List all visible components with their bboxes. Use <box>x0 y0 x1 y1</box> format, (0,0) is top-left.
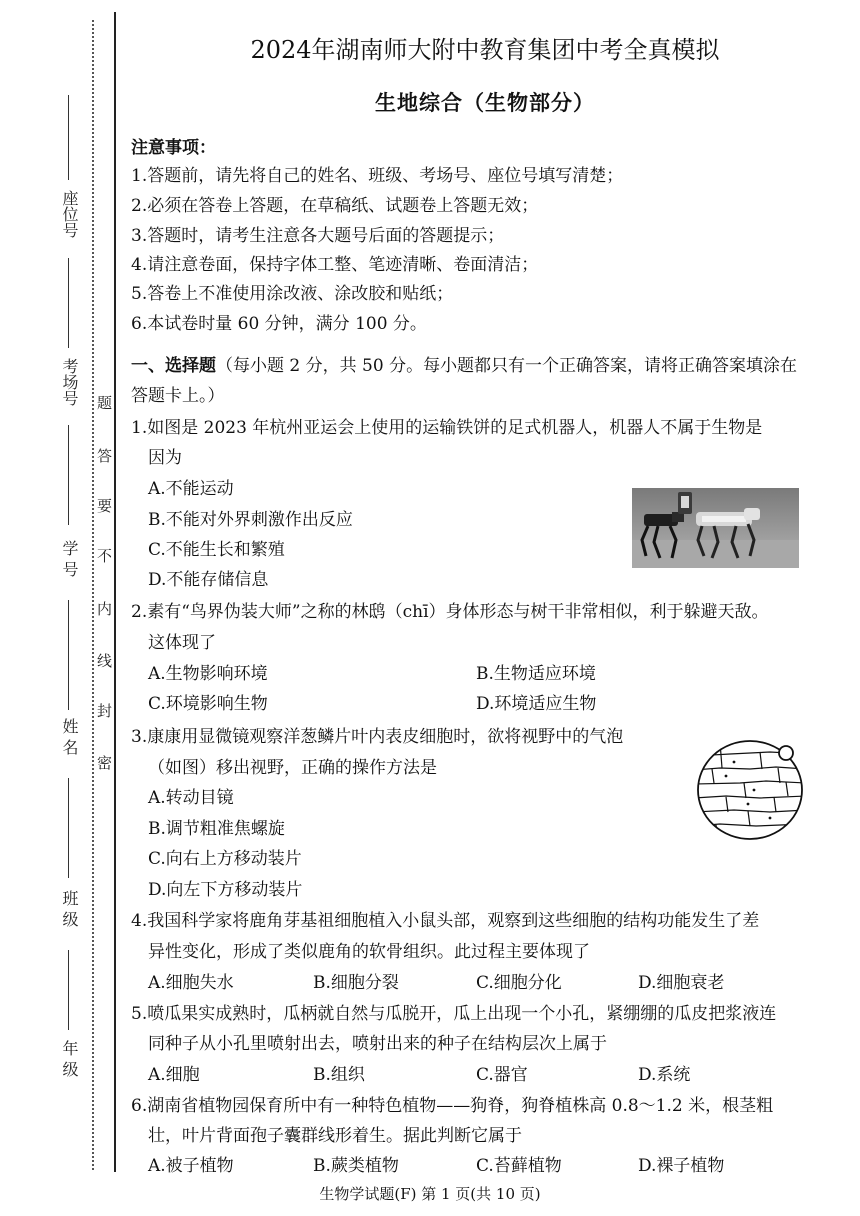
seal-char: 答 <box>97 447 113 465</box>
question-3-option-a: A.转动目镜 <box>148 788 234 808</box>
question-6-text: 6.湖南省植物园保育所中有一种特色植物——狗脊，狗脊植株高 0.8～1.2 米，根茎粗 <box>131 1096 774 1116</box>
note-item: 6.本试卷时量 60 分钟，满分 100 分。 <box>131 314 427 334</box>
question-1-text: 1.如图是 2023 年杭州亚运会上使用的运输铁饼的足式机器人，机器人不属于生物是 <box>131 418 763 438</box>
seal-char: 要 <box>97 497 113 515</box>
question-2-text: 2.素有“鸟界伪装大师”之称的林鸱（chī）身体形态与树干非常相似，利于躲避天敌。 <box>131 602 769 622</box>
question-2-option-c: C.环境影响生物 <box>148 694 268 714</box>
question-1-option-d: D.不能存储信息 <box>148 570 269 590</box>
seal-char: 线 <box>97 652 113 670</box>
binding-line <box>114 12 116 1172</box>
robot-dog-photo <box>632 488 799 568</box>
question-4-option-c: C.细胞分化 <box>476 973 562 993</box>
section-heading: 一、选择题（每小题 2 分，共 50 分。每小题都只有一个正确答案，请将正确答案填涂在 <box>131 356 798 376</box>
question-4-option-d: D.细胞衰老 <box>638 973 725 993</box>
field-exam-room: 考场号 <box>60 358 79 406</box>
page-footer: 生物学试题(F) 第 1 页(共 10 页) <box>319 1185 541 1203</box>
page-title: 2024年湖南师大附中教育集团中考全真模拟 <box>250 36 720 64</box>
seal-char: 内 <box>97 600 113 618</box>
field-underline <box>68 778 69 878</box>
note-item: 4.请注意卷面，保持字体工整、笔迹清晰、卷面清洁； <box>131 255 539 275</box>
field-underline <box>68 600 69 710</box>
seal-char: 密 <box>97 754 113 772</box>
field-underline <box>68 95 69 180</box>
question-4-text: 异性变化，形成了类似鹿角的软骨组织。此过程主要体现了 <box>148 942 590 962</box>
question-4-option-b: B.细胞分裂 <box>313 973 399 993</box>
field-student-id: 学 号 <box>60 540 79 578</box>
note-item: 2.必须在答卷上答题，在草稿纸、试题卷上答题无效； <box>131 196 539 216</box>
field-name: 姓 名 <box>60 718 79 756</box>
question-1-option-b: B.不能对外界刺激作出反应 <box>148 510 353 530</box>
microscope-field-diagram <box>690 738 810 842</box>
question-2-option-d: D.环境适应生物 <box>476 694 597 714</box>
question-6-text: 壮，叶片背面孢子囊群线形着生。据此判断它属于 <box>148 1126 522 1146</box>
note-item: 3.答题时，请考生注意各大题号后面的答题提示； <box>131 226 505 246</box>
note-item: 5.答卷上不准使用涂改液、涂改胶和贴纸； <box>131 284 454 304</box>
question-5-option-d: D.系统 <box>638 1065 691 1085</box>
question-6-option-d: D.裸子植物 <box>638 1156 725 1176</box>
field-class: 班 级 <box>60 890 79 928</box>
question-2-option-a: A.生物影响环境 <box>148 664 268 684</box>
question-5-text: 同种子从小孔里喷射出去，喷射出来的种子在结构层次上属于 <box>148 1034 607 1054</box>
section-desc: 答题卡上。） <box>131 386 225 406</box>
question-5-option-c: C.器官 <box>476 1065 528 1085</box>
field-seat-number: 座位号 <box>60 190 79 238</box>
page-subtitle: 生地综合（生物部分） <box>375 91 595 115</box>
seal-char: 题 <box>97 394 113 412</box>
question-6-option-b: B.蕨类植物 <box>313 1156 399 1176</box>
question-3-option-d: D.向左下方移动装片 <box>148 880 303 900</box>
note-item: 1.答题前，请先将自己的姓名、班级、考场号、座位号填写清楚； <box>131 166 624 186</box>
question-6-option-a: A.被子植物 <box>148 1156 234 1176</box>
question-3-text: 3.康康用显微镜观察洋葱鳞片叶内表皮细胞时，欲将视野中的气泡 <box>131 727 624 747</box>
question-3-option-c: C.向右上方移动装片 <box>148 849 302 869</box>
seal-char: 不 <box>97 547 113 565</box>
field-underline <box>68 258 69 348</box>
field-underline <box>68 950 69 1030</box>
fold-line-dotted <box>92 20 94 1170</box>
field-grade: 年 级 <box>60 1040 79 1078</box>
notes-heading: 注意事项： <box>131 138 216 158</box>
question-3-option-b: B.调节粗准焦螺旋 <box>148 819 285 839</box>
question-2-text: 这体现了 <box>148 633 216 653</box>
question-5-option-b: B.组织 <box>313 1065 365 1085</box>
question-1-option-c: C.不能生长和繁殖 <box>148 540 285 560</box>
question-5-text: 5.喷瓜果实成熟时，瓜柄就自然与瓜脱开，瓜上出现一个小孔，紧绷绷的瓜皮把浆液连 <box>131 1004 777 1024</box>
question-2-option-b: B.生物适应环境 <box>476 664 596 684</box>
question-1-text: 因为 <box>148 448 182 468</box>
question-4-option-a: A.细胞失水 <box>148 973 234 993</box>
question-4-text: 4.我国科学家将鹿角芽基祖细胞植入小鼠头部，观察到这些细胞的结构功能发生了差 <box>131 911 760 931</box>
field-underline <box>68 425 69 525</box>
question-5-option-a: A.细胞 <box>148 1065 200 1085</box>
question-6-option-c: C.苔藓植物 <box>476 1156 562 1176</box>
question-3-text: （如图）移出视野，正确的操作方法是 <box>148 758 437 778</box>
seal-char: 封 <box>97 702 113 720</box>
question-1-option-a: A.不能运动 <box>148 479 234 499</box>
